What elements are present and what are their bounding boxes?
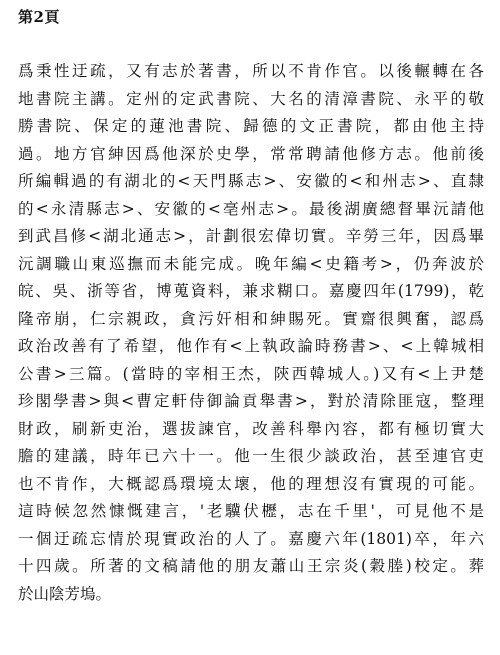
text-line: 膽的建議，時年已六十一。他一生很少談政治，甚至連官吏 <box>18 447 484 465</box>
body-text <box>18 58 484 608</box>
text-line: 皖、吳、浙等省，博蒐資料，兼求糊口。嘉慶四年(1799)，乾 <box>18 282 484 300</box>
text-line: 隆帝崩，仁宗親政，貪污奸相和紳賜死。實齋很興奮，認爲 <box>18 309 484 328</box>
text-line: 爲秉性迂疏，又有志於著書，所以不肯作官。以後輾轉在各 <box>18 62 484 80</box>
text-line: 沅調職山東巡撫而未能完成。晚年編<史籍考>，仍奔波於 <box>18 254 484 273</box>
text-line: 這時候忽然慷慨建言，'老驥伏櫪，志在千里'，可見他不是 <box>18 502 484 520</box>
text-line: 的<永清縣志>、安徽的<亳州志>。最後湖廣總督畢沅請他 <box>18 199 484 218</box>
text-line: 珍閣學書>與<曹定軒侍御論貢舉書>，對於清除匪寇，整理 <box>18 392 484 410</box>
text-line: 財政，刷新吏治，選拔諫官，改善科舉內容，都有極切實大 <box>18 419 484 438</box>
text-line: 公書>三篇。(當時的宰相王杰，陝西韓城人。)又有<上尹楚 <box>18 364 484 383</box>
text-line: 十四歲。所著的文稿請他的朋友蕭山王宗炎(穀塍)校定。葬 <box>18 557 484 575</box>
text-line: 政治改善有了希望，他作有<上執政論時務書>、<上韓城相 <box>18 337 484 355</box>
text-line: 地書院主講。定州的定武書院、大名的清漳書院、永平的敬 <box>18 89 484 108</box>
text-line: 所編輯過的有湖北的<天門縣志>、安徽的<和州志>、直隸 <box>18 172 484 190</box>
text-line: 也不肯作，大概認爲環境太壞，他的理想沒有實現的可能。 <box>18 474 484 493</box>
text-line: 到武昌修<湖北通志>，計劃很宏偉切實。辛勞三年，因爲畢 <box>18 227 484 245</box>
text-line: 勝書院、保定的蓮池書院、歸德的文正書院，都由他主持 <box>18 117 484 135</box>
page-header: 第2頁 <box>18 8 60 26</box>
text-line: 於山陰芳塢。 <box>18 584 112 603</box>
text-line: 一個迂疏忘情於現實政治的人了。嘉慶六年(1801)卒，年六 <box>18 529 484 548</box>
text-line: 過。地方官紳因爲他深於史學，常常聘請他修方志。他前後 <box>18 144 484 163</box>
